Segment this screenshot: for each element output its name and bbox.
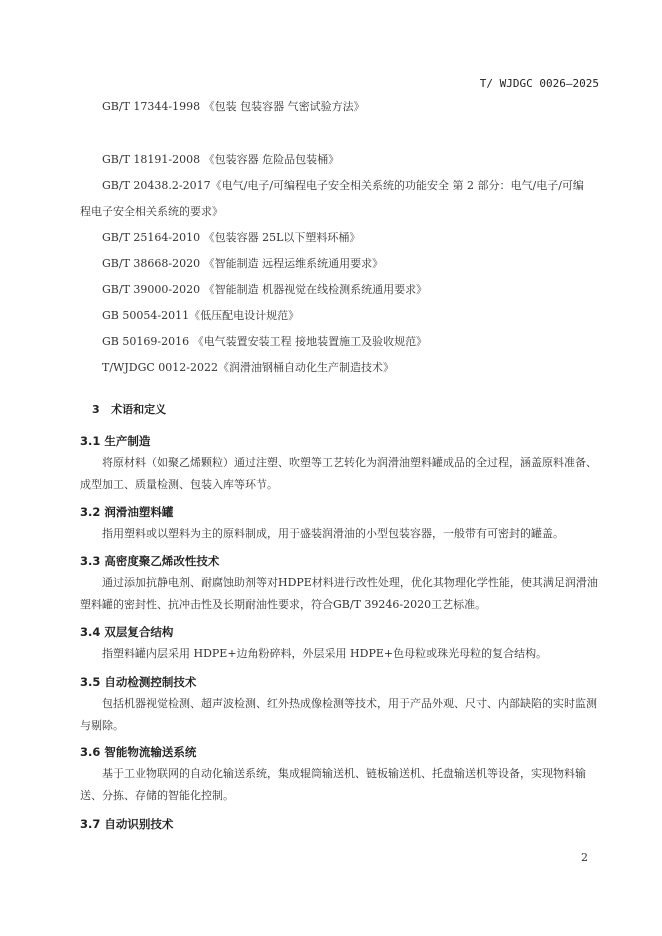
document-code: T/ WJDGC 0026—2025: [479, 77, 599, 90]
section-title: 术语和定义: [111, 403, 167, 416]
term-heading: 3.6 智能物流输送系统: [80, 745, 197, 759]
term-definition: 包括机器视觉检测、超声波检测、红外热成像检测等技术，用于产品外观、尺寸、内部缺陷的实时监测与剔除。: [80, 697, 597, 732]
section-heading: [92, 401, 166, 417]
term-heading: 3.1 生产制造: [80, 434, 151, 448]
reference-item: GB/T 39000-2020 《智能制造 机器视觉在线检测系统通用要求》: [102, 283, 428, 296]
term-heading: 3.3 高密度聚乙烯改性技术: [80, 554, 220, 568]
reference-item-continuation: 程电子安全相关系统的要求》: [80, 205, 223, 218]
reference-item: GB/T 38668-2020 《智能制造 远程运维系统通用要求》: [102, 257, 384, 270]
term-definition: 将原材料（如聚乙烯颗粒）通过注塑、吹塑等工艺转化为润滑油塑料罐成品的全过程，涵盖原料准备、成型加工、质量检测、包装入库等环节。: [80, 456, 597, 491]
term-definition: 指用塑料或以塑料为主的原料制成，用于盛装润滑油的小型包装容器，一般带有可密封的罐盖。: [102, 527, 564, 540]
term-definition: 基于工业物联网的自动化输送系统，集成辊筒输送机、链板输送机、托盘输送机等设备，实现物料输送、分拣、存储的智能化控制。: [80, 767, 586, 802]
term-heading: 3.4 双层复合结构: [80, 625, 174, 639]
reference-item: T/WJDGC 0012-2022《润滑油钢桶自动化生产制造技术》: [102, 361, 394, 374]
term-heading: 3.7 自动识别技术: [80, 817, 174, 831]
term-heading: 3.5 自动检测控制技术: [80, 675, 197, 689]
page-number: 2: [581, 851, 588, 864]
reference-item: GB 50054-2011《低压配电设计规范》: [102, 309, 300, 322]
reference-item: GB/T 25164-2010 《包装容器 25L以下塑料环桶》: [102, 231, 361, 244]
reference-item: GB/T 20438.2-2017《电气/电子/可编程电子安全相关系统的功能安全 第 2 部分：电气/电子/可编: [102, 179, 584, 192]
term-heading: 3.2 润滑油塑料罐: [80, 505, 174, 519]
reference-item: GB 50169-2016 《电气装置安装工程 接地装置施工及验收规范》: [102, 335, 428, 348]
reference-item: GB/T 17344-1998 《包装 包装容器 气密试验方法》: [102, 100, 365, 113]
term-definition: 通过添加抗静电剂、耐腐蚀助剂等对HDPE材料进行改性处理，优化其物理化学性能，使其满足润滑油塑料罐的密封性、抗冲击性及长期耐油性要求，符合GB/T 39246-2020工艺标准。: [80, 576, 598, 611]
reference-item: GB/T 18191-2008 《包装容器 危险品包装桶》: [102, 153, 340, 166]
section-number: 3: [92, 403, 100, 416]
term-definition: 指塑料罐内层采用 HDPE+边角粉碎料，外层采用 HDPE+色母粒或珠光母粒的复合结构。: [102, 647, 548, 660]
